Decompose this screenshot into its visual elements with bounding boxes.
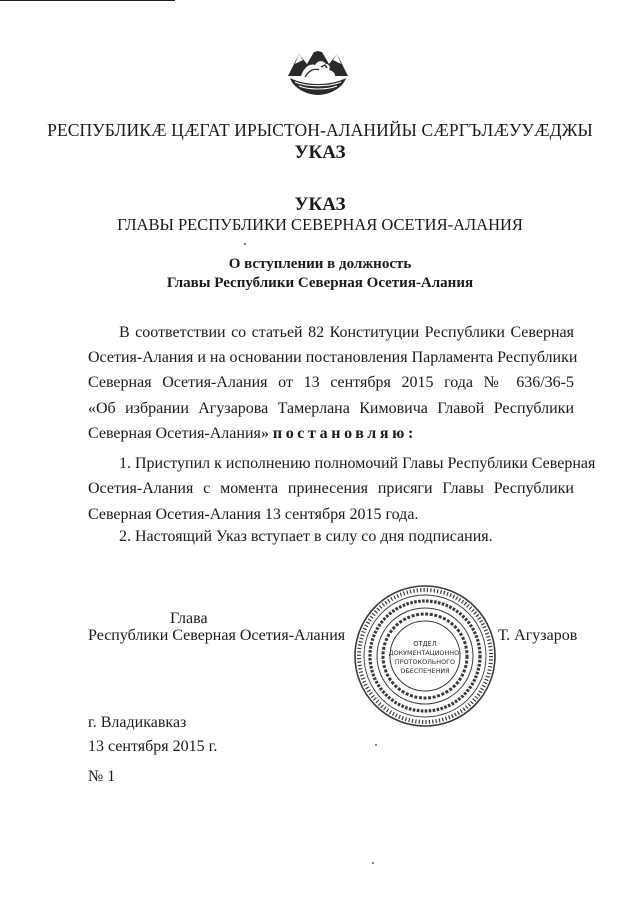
place-of-issue: г. Владикавказ [88,714,187,731]
item-line: 2. Настоящий Указ вступает в силу со дня подписания. [119,528,493,545]
preamble-line: Северная Осетия-Алания от 13 сентября 2015 года № 636/36-5 [88,374,574,392]
decree-topic-line: О вступлении в должность [228,256,412,272]
seal-center-line: ПРОТОКОЛЬНОГО [394,658,456,666]
signatory-position: Глава [170,610,208,627]
preamble-line: Осетия-Алания и на основании постановления Парламента Республики [88,349,578,367]
preamble-line: «Об избрании Агузарова Тамерлана Кимовича Главой Республики [88,399,574,417]
preamble-paragraph [88,320,578,446]
seal-center-line: ОБЕСПЕЧЕНИЯ [400,667,450,675]
decree-item-1 [88,451,596,527]
item-line: Северная Осетия-Алания 13 сентября 2015 года. [88,505,419,523]
scan-speck [372,862,374,864]
preamble-line [88,421,574,446]
seal-center-line: ДОКУМЕНТАЦИОННО- [388,649,462,657]
signatory-position-detail: Республики Северная Осетия-Алания [88,627,346,644]
decree-word: постановляю: [272,424,417,442]
item-line: 1. Приступил к исполнению полномочий Главы Республики Северная [119,455,596,472]
preamble-line: В соответствии со статьей 82 Конституции Республики Северная [119,324,574,341]
decree-number: № 1 [88,768,116,785]
title-ossetian: УКАЗ [294,142,346,163]
header-divider [0,0,175,1]
decree-topic-line: Главы Республики Северная Осетия-Алания [166,275,474,291]
subtitle: ГЛАВЫ РЕСПУБЛИКИ СЕВЕРНАЯ ОСЕТИЯ-АЛАНИЯ [117,215,523,234]
decree-topic [0,255,640,293]
preamble-last-line: Северная Осетия-Алания» [88,424,269,442]
official-seal-icon [353,584,497,728]
scan-speck [244,243,246,245]
scan-speck [375,744,377,746]
item-line: Осетия-Алания с момента принесения присяги Главы Республики [88,480,574,498]
page-title: УКАЗ [294,194,346,215]
coat-of-arms-icon [285,42,351,96]
seal-center-line: ОТДЕЛ [413,640,437,648]
signatory-name: Т. Агузаров [498,627,578,644]
decree-item-2 [88,528,574,546]
issuer-ossetian: РЕСПУБЛИКӔ ЦӔГАТ ИРЫСТОН-АЛАНИЙЫ СӔРГЪЛӔУУӔДЖЫ [47,120,593,140]
date-of-issue: 13 сентября 2015 г. [88,738,218,755]
